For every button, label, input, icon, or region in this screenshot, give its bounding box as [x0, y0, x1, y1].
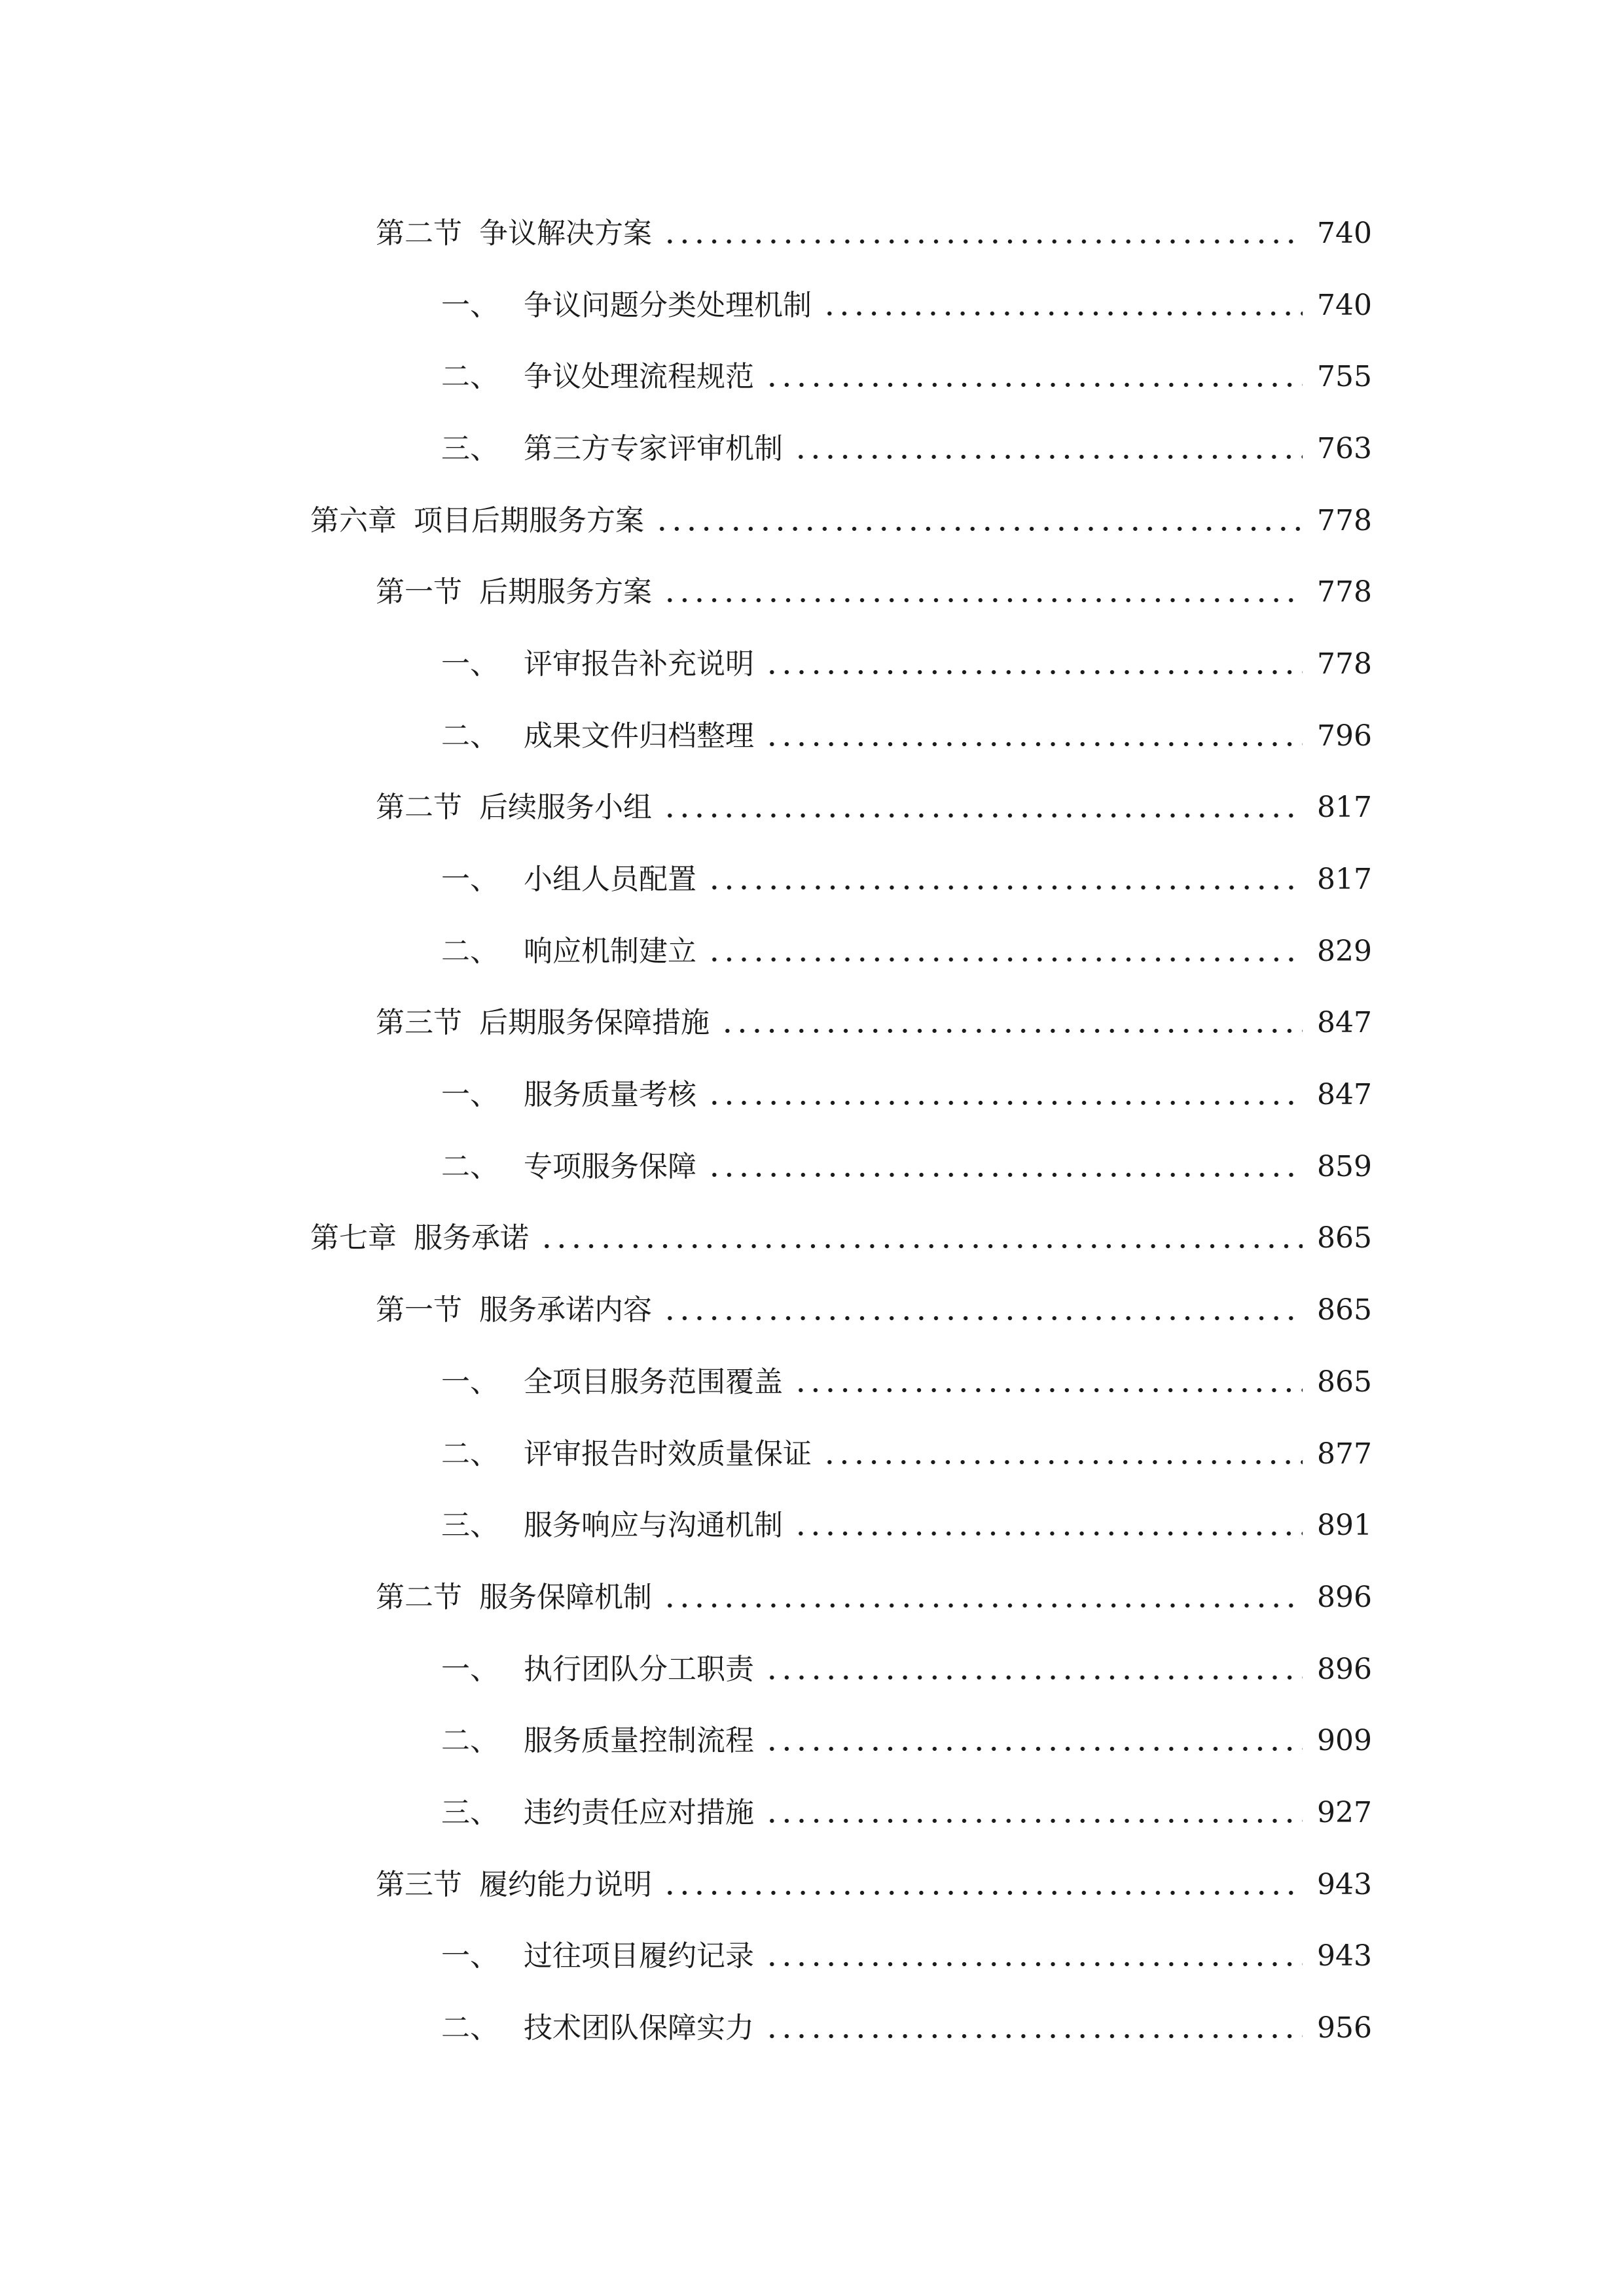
- toc-entry-number: 二、: [441, 934, 499, 968]
- toc-entry-page-number: 927: [1317, 1795, 1372, 1829]
- toc-entry[interactable]: [0, 1203, 1624, 1275]
- toc-entry-page-number: 778: [1317, 575, 1372, 609]
- dot-leader: [822, 1435, 1303, 1474]
- toc-entry[interactable]: [0, 1418, 1624, 1490]
- dot-leader: [793, 1506, 1303, 1545]
- toc-entry-page-number: 859: [1317, 1149, 1372, 1183]
- toc-entry[interactable]: [0, 1777, 1624, 1849]
- toc-entry[interactable]: [0, 988, 1624, 1060]
- toc-entry[interactable]: [0, 628, 1624, 700]
- dot-leader: [822, 286, 1303, 325]
- toc-entry-page-number: 778: [1317, 503, 1372, 537]
- dot-leader: [662, 1291, 1303, 1330]
- toc-entry[interactable]: [0, 1921, 1624, 1993]
- dot-leader: [707, 932, 1303, 971]
- toc-entry[interactable]: [0, 413, 1624, 485]
- toc-entry-title: 履约能力说明: [479, 1867, 652, 1901]
- toc-entry[interactable]: [0, 1346, 1624, 1418]
- dot-leader: [765, 645, 1303, 684]
- toc-entry-page-number: 909: [1317, 1724, 1372, 1758]
- toc-entry-title: 争议处理流程规范: [524, 360, 754, 394]
- toc-entry-title: 项目后期服务方案: [414, 503, 644, 537]
- toc-entry-page-number: 817: [1317, 791, 1372, 825]
- toc-entry-number: 二、: [441, 1724, 499, 1758]
- toc-entry-title: 服务保障机制: [479, 1580, 652, 1614]
- dot-leader: [707, 1147, 1303, 1187]
- dot-leader: [765, 1721, 1303, 1761]
- toc-entry-number: 三、: [441, 431, 499, 465]
- toc-entry[interactable]: [0, 916, 1624, 988]
- toc-entry[interactable]: [0, 341, 1624, 413]
- toc-entry-page-number: 778: [1317, 647, 1372, 681]
- toc-entry-title: 服务承诺内容: [479, 1293, 652, 1327]
- toc-entry[interactable]: [0, 1705, 1624, 1777]
- toc-entry[interactable]: [0, 844, 1624, 916]
- toc-entry-page-number: 956: [1317, 2011, 1372, 2045]
- toc-entry-page-number: 943: [1317, 1939, 1372, 1973]
- toc-entry-number: 第二节: [376, 1580, 462, 1614]
- toc-entry[interactable]: [0, 1131, 1624, 1203]
- dot-leader: [765, 2009, 1303, 2048]
- toc-entry-title: 后期服务方案: [479, 575, 652, 609]
- toc-entry-number: 第六章: [310, 503, 397, 537]
- toc-entry-title: 争议解决方案: [479, 216, 652, 250]
- dot-leader: [662, 788, 1303, 827]
- toc-entry-page-number: 740: [1317, 216, 1372, 250]
- toc-entry-number: 第一节: [376, 1293, 462, 1327]
- toc-entry-title: 服务承诺: [414, 1221, 529, 1255]
- toc-entry-title: 过往项目履约记录: [524, 1939, 754, 1973]
- dot-leader: [793, 429, 1303, 469]
- toc-entry-number: 第七章: [310, 1221, 397, 1255]
- table-of-contents: [0, 198, 1624, 2064]
- toc-entry-page-number: 847: [1317, 1078, 1372, 1112]
- toc-entry-page-number: 865: [1317, 1365, 1372, 1399]
- toc-entry-title: 后续服务小组: [479, 791, 652, 825]
- toc-entry-number: 一、: [441, 647, 499, 681]
- toc-entry-number: 二、: [441, 719, 499, 753]
- toc-entry[interactable]: [0, 485, 1624, 557]
- toc-entry-title: 后期服务保障措施: [479, 1006, 710, 1040]
- toc-entry[interactable]: [0, 198, 1624, 270]
- toc-entry-page-number: 763: [1317, 431, 1372, 465]
- toc-entry-number: 一、: [441, 288, 499, 322]
- dot-leader: [765, 1937, 1303, 1976]
- toc-entry-title: 成果文件归档整理: [524, 719, 754, 753]
- dot-leader: [655, 501, 1303, 541]
- dot-leader: [662, 214, 1303, 253]
- toc-entry-page-number: 817: [1317, 863, 1372, 897]
- toc-entry-title: 执行团队分工职责: [524, 1652, 754, 1686]
- toc-entry-page-number: 943: [1317, 1867, 1372, 1901]
- toc-entry-number: 一、: [441, 1365, 499, 1399]
- toc-entry-title: 评审报告补充说明: [524, 647, 754, 681]
- toc-entry-title: 违约责任应对措施: [524, 1795, 754, 1829]
- dot-leader: [707, 1075, 1303, 1115]
- toc-entry[interactable]: [0, 1490, 1624, 1562]
- toc-entry-number: 一、: [441, 1078, 499, 1112]
- dot-leader: [765, 717, 1303, 756]
- toc-entry[interactable]: [0, 1562, 1624, 1634]
- toc-entry-title: 专项服务保障: [524, 1149, 696, 1183]
- toc-entry[interactable]: [0, 1059, 1624, 1131]
- toc-entry[interactable]: [0, 1849, 1624, 1921]
- dot-leader: [793, 1363, 1303, 1402]
- toc-entry-title: 争议问题分类处理机制: [524, 288, 812, 322]
- toc-entry-number: 三、: [441, 1795, 499, 1829]
- toc-entry-number: 二、: [441, 1149, 499, 1183]
- toc-entry-title: 服务质量考核: [524, 1078, 696, 1112]
- toc-entry[interactable]: [0, 1634, 1624, 1706]
- toc-entry-number: 第三节: [376, 1006, 462, 1040]
- dot-leader: [539, 1219, 1303, 1258]
- dot-leader: [707, 860, 1303, 899]
- dot-leader: [662, 573, 1303, 612]
- toc-entry-page-number: 896: [1317, 1580, 1372, 1614]
- toc-entry-page-number: 740: [1317, 288, 1372, 322]
- dot-leader: [765, 1793, 1303, 1833]
- toc-entry-title: 技术团队保障实力: [524, 2011, 754, 2045]
- toc-entry-title: 服务质量控制流程: [524, 1724, 754, 1758]
- toc-entry-title: 小组人员配置: [524, 863, 696, 897]
- toc-entry[interactable]: [0, 1274, 1624, 1346]
- toc-entry-title: 评审报告时效质量保证: [524, 1437, 812, 1471]
- dot-leader: [720, 1003, 1303, 1043]
- toc-entry[interactable]: [0, 700, 1624, 772]
- dot-leader: [765, 357, 1303, 397]
- toc-entry-number: 二、: [441, 2011, 499, 2045]
- toc-entry-page-number: 796: [1317, 719, 1372, 753]
- toc-entry-page-number: 865: [1317, 1221, 1372, 1255]
- dot-leader: [662, 1578, 1303, 1617]
- toc-entry-number: 一、: [441, 863, 499, 897]
- toc-entry[interactable]: [0, 1992, 1624, 2064]
- toc-entry-page-number: 896: [1317, 1652, 1372, 1686]
- toc-entry[interactable]: [0, 556, 1624, 628]
- toc-entry-page-number: 877: [1317, 1437, 1372, 1471]
- toc-entry-title: 第三方专家评审机制: [524, 431, 783, 465]
- toc-entry-page-number: 865: [1317, 1293, 1372, 1327]
- toc-entry-page-number: 891: [1317, 1509, 1372, 1543]
- toc-entry-number: 一、: [441, 1652, 499, 1686]
- toc-entry-number: 二、: [441, 360, 499, 394]
- dot-leader: [765, 1650, 1303, 1689]
- toc-entry-page-number: 755: [1317, 360, 1372, 394]
- toc-entry-number: 三、: [441, 1509, 499, 1543]
- dot-leader: [662, 1865, 1303, 1905]
- toc-entry-title: 响应机制建立: [524, 934, 696, 968]
- toc-entry-page-number: 829: [1317, 934, 1372, 968]
- toc-entry-number: 一、: [441, 1939, 499, 1973]
- toc-entry-number: 第二节: [376, 791, 462, 825]
- toc-entry-page-number: 847: [1317, 1006, 1372, 1040]
- toc-entry[interactable]: [0, 772, 1624, 844]
- toc-entry-number: 第三节: [376, 1867, 462, 1901]
- toc-entry-number: 二、: [441, 1437, 499, 1471]
- toc-entry-title: 全项目服务范围覆盖: [524, 1365, 783, 1399]
- toc-entry-number: 第一节: [376, 575, 462, 609]
- toc-entry[interactable]: [0, 270, 1624, 342]
- toc-entry-title: 服务响应与沟通机制: [524, 1509, 783, 1543]
- toc-entry-number: 第二节: [376, 216, 462, 250]
